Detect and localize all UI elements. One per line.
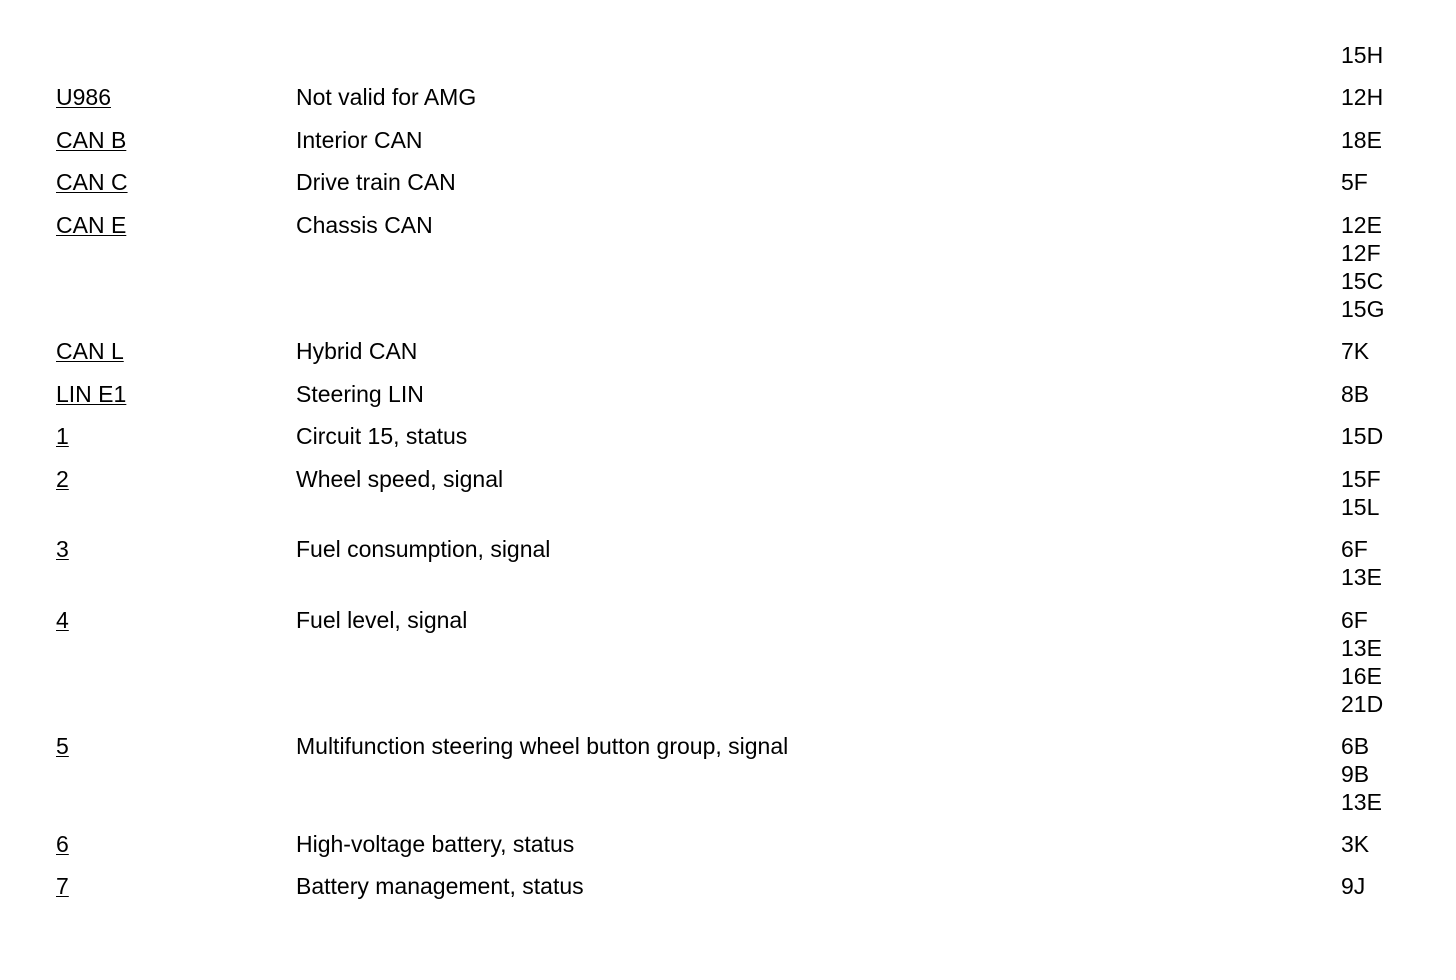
signal-description: Battery management, status (296, 873, 584, 899)
grid-reference: 15L (1341, 494, 1380, 520)
signal-description: High-voltage battery, status (296, 831, 575, 857)
grid-reference: 21D (1341, 691, 1384, 717)
grid-reference: 16E (1341, 663, 1382, 689)
signal-description: Hybrid CAN (296, 338, 418, 364)
signal-description: Chassis CAN (296, 212, 433, 238)
signal-code-link[interactable]: 7 (56, 873, 69, 899)
grid-reference: 8B (1341, 381, 1370, 407)
grid-reference-list (1341, 126, 1382, 154)
signal-description: Steering LIN (296, 381, 424, 407)
signal-description: Multifunction steering wheel button group, signal (296, 733, 789, 759)
grid-reference: 13E (1341, 564, 1382, 590)
grid-reference-list (1341, 211, 1384, 323)
grid-reference-list (1341, 830, 1369, 858)
grid-reference: 3K (1341, 831, 1370, 857)
signal-code-link[interactable]: CAN C (56, 169, 128, 195)
grid-reference-list (1341, 535, 1382, 591)
grid-reference: 13E (1341, 789, 1382, 815)
grid-reference-list (1341, 168, 1368, 196)
signal-code-link[interactable]: 5 (56, 733, 69, 759)
grid-reference-list (1341, 380, 1369, 408)
signal-code-link[interactable]: 1 (56, 423, 69, 449)
grid-reference: 6F (1341, 536, 1368, 562)
signal-code-link[interactable]: CAN E (56, 212, 127, 238)
signal-description: Fuel level, signal (296, 607, 468, 633)
signal-code-link[interactable]: 3 (56, 536, 69, 562)
signal-code-link[interactable]: 6 (56, 831, 69, 857)
grid-reference-list (1341, 41, 1383, 69)
signal-description: Fuel consumption, signal (296, 536, 551, 562)
signal-code-link[interactable]: U986 (56, 84, 111, 110)
signal-description: Wheel speed, signal (296, 466, 504, 492)
signal-code-link[interactable]: 2 (56, 466, 69, 492)
signal-code-link[interactable]: CAN L (56, 338, 124, 364)
grid-reference: 12H (1341, 84, 1384, 110)
grid-reference: 12E (1341, 212, 1382, 238)
grid-reference-list (1341, 465, 1381, 521)
grid-reference-list (1341, 872, 1365, 900)
grid-reference-list (1341, 83, 1383, 111)
signal-description: Not valid for AMG (296, 84, 477, 110)
grid-reference-list (1341, 732, 1382, 816)
grid-reference: 15C (1341, 268, 1384, 294)
grid-reference: 7K (1341, 338, 1370, 364)
grid-reference: 15D (1341, 423, 1384, 449)
grid-reference: 9J (1341, 873, 1366, 899)
signal-code-link[interactable]: 4 (56, 607, 69, 633)
signal-description: Circuit 15, status (296, 423, 468, 449)
grid-reference-list (1341, 337, 1369, 365)
signal-code-link[interactable]: CAN B (56, 127, 127, 153)
grid-reference: 6F (1341, 607, 1368, 633)
grid-reference: 9B (1341, 761, 1370, 787)
grid-reference-list (1341, 606, 1383, 718)
grid-reference: 15F (1341, 466, 1381, 492)
grid-reference: 15H (1341, 42, 1384, 68)
grid-reference: 6B (1341, 733, 1370, 759)
signal-code-link[interactable]: LIN E1 (56, 381, 127, 407)
grid-reference-list (1341, 422, 1383, 450)
grid-reference: 12F (1341, 240, 1381, 266)
signal-description: Interior CAN (296, 127, 423, 153)
grid-reference: 13E (1341, 635, 1382, 661)
signal-description: Drive train CAN (296, 169, 456, 195)
grid-reference: 15G (1341, 296, 1385, 322)
grid-reference: 5F (1341, 169, 1368, 195)
grid-reference: 18E (1341, 127, 1382, 153)
